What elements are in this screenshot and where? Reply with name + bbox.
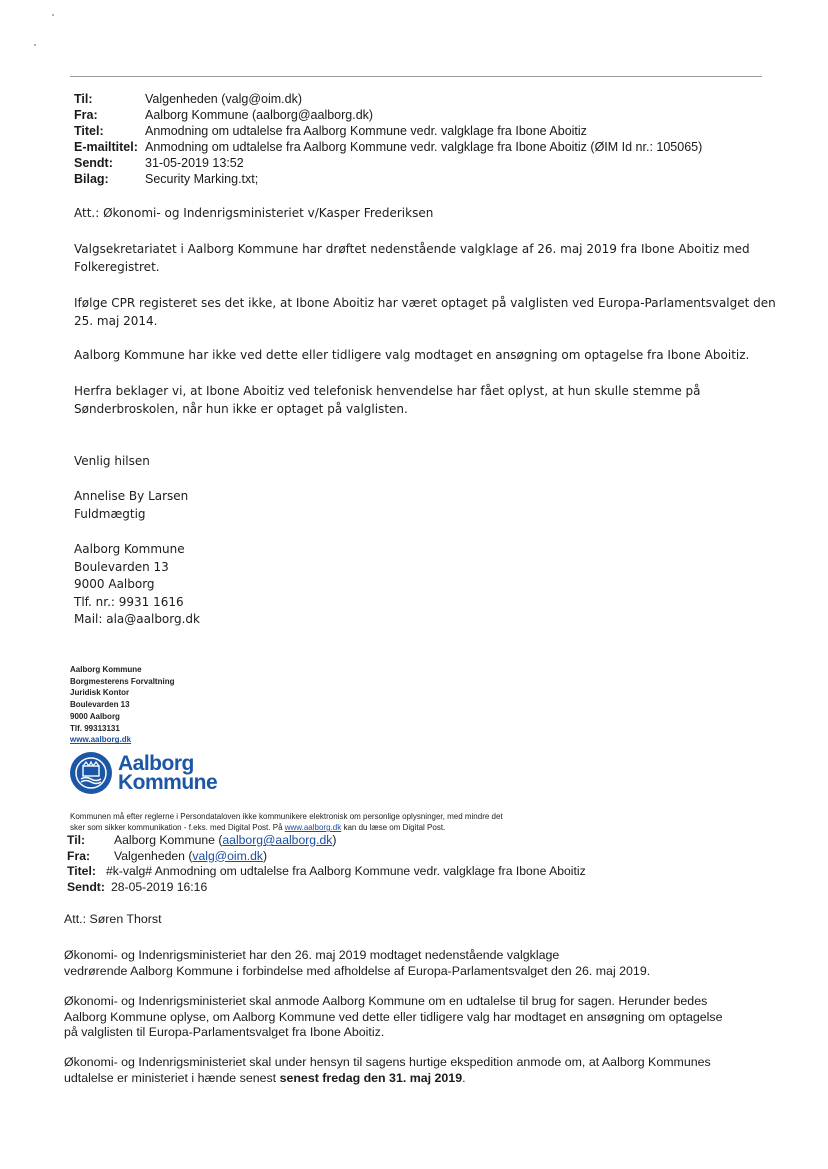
website-link[interactable]: www.aalborg.dk: [70, 735, 132, 745]
header-from: Fra: Aalborg Kommune (aalborg@aalborg.dk): [74, 108, 374, 122]
email2-paragraph-1: Økonomi- og Indenrigsministeriet har den 26. maj 2019 modtaget nedenstående valgklage vedrørende Aalborg Kommune i forbindelse med afholdelse af Europa-Parlamentsvalget den 26. maj 2019.: [64, 948, 651, 978]
header-rule: [70, 76, 762, 77]
city-seal-icon: [70, 752, 112, 794]
scan-speck: [34, 44, 36, 46]
email2-paragraph-3: Økonomi- og Indenrigsministeriet skal under hensyn til sagens hurtige ekspedition anmode om, at Aalborg Kommunes udtalelse er ministeriet i hænde senest senest fredag den 31. maj 2019.: [64, 1055, 711, 1085]
email-link-aalborg[interactable]: aalborg@aalborg.dk: [222, 833, 333, 847]
email1-attention: Att.: Økonomi- og Indenrigsministeriet v/Kasper Frederiksen: [74, 206, 434, 220]
email1-paragraph-1: Valgsekretariatet i Aalborg Kommune har drøftet nedenstående valgklage af 26. maj 2019 fra Ibone Aboitiz med Folkeregistret.: [74, 242, 750, 274]
email2-attention: Att.: Søren Thorst: [64, 912, 162, 926]
privacy-notice: Kommunen må efter reglerne i Persondataloven ikke kommunikere elektronisk om personlige oplysninger, med mindre det sker som sikker kommunikation - f.eks. med Digital Post. På www.aalborg.dk kan du læse om Digital Post.: [70, 812, 503, 832]
signature-block: Aalborg Kommune Borgmesterens Forvaltning Juridisk Kontor Boulevarden 13 9000 Aalborg Tlf. 99313131 www.aalborg.dk: [70, 665, 175, 745]
header2-title: Titel: #k-valg# Anmodning om udtalelse fra Aalborg Kommune vedr. valgklage fra Ibone Aboitiz: [67, 864, 586, 878]
header-email-title: E-mailtitel: Anmodning om udtalelse fra Aalborg Kommune vedr. valgklage fra Ibone Aboitiz (ØIM Id nr.: 105065): [74, 140, 703, 154]
header2-from: Fra: Valgenheden ( valg@oim.dk ): [67, 848, 268, 863]
email2-headers: [67, 833, 586, 895]
header2-to: Til: Aalborg Kommune ( aalborg@aalborg.dk ): [67, 833, 337, 847]
email1-address: Aalborg Kommune Boulevarden 13 9000 Aalborg Tlf. nr.: 9931 1616 Mail: ala@aalborg.dk: [74, 542, 200, 626]
email1-headers: [74, 91, 702, 187]
header2-sent: Sendt: 28-05-2019 16:16: [67, 879, 208, 894]
deadline: senest fredag den 31. maj 2019: [279, 1070, 463, 1085]
scan-speck: [52, 14, 54, 16]
email1-sender: Annelise By Larsen Fuldmægtig: [74, 489, 189, 521]
email1-paragraph-3: Aalborg Kommune har ikke ved dette eller tidligere valg modtaget en ansøgning om optagelse fra Ibone Aboitiz.: [74, 348, 750, 362]
email-link-valg[interactable]: valg@oim.dk: [192, 848, 264, 863]
email1-paragraph-2: Ifølge CPR registeret ses det ikke, at Ibone Aboitiz har været optaget på valglisten ved Europa-Parlamentsvalget den 25. maj 2014.: [74, 296, 776, 328]
email1-greeting: Venlig hilsen: [74, 454, 150, 468]
email1-paragraph-4: Herfra beklager vi, at Ibone Aboitiz ved telefonisk henvendelse har fået oplyst, at hun skulle stemme på Sønderbroskolen, når hun ikke er optaget på valglisten.: [74, 384, 701, 416]
header-title: Titel: Anmodning om udtalelse fra Aalborg Kommune vedr. valgklage fra Ibone Aboitiz: [74, 124, 587, 138]
digital-post-link[interactable]: www.aalborg.dk: [284, 823, 342, 832]
header-sent: Sendt: 31-05-2019 13:52: [74, 156, 244, 170]
header-attachment: Bilag: Security Marking.txt;: [74, 172, 259, 186]
aalborg-logo: Aalborg Kommune: [70, 752, 217, 794]
email2-paragraph-2: Økonomi- og Indenrigsministeriet skal anmode Aalborg Kommune om en udtalelse til brug for sagen. Herunder bedes Aalborg Kommune oplyse, om Aalborg Kommune ved dette eller tidligere valg har modtaget en ansøgning om optagelse på valglisten til Europa-Parlamentsvalget fra Ibone Aboitiz.: [64, 994, 723, 1039]
header-to: Til: Valgenheden (valg@oim.dk): [74, 92, 302, 106]
